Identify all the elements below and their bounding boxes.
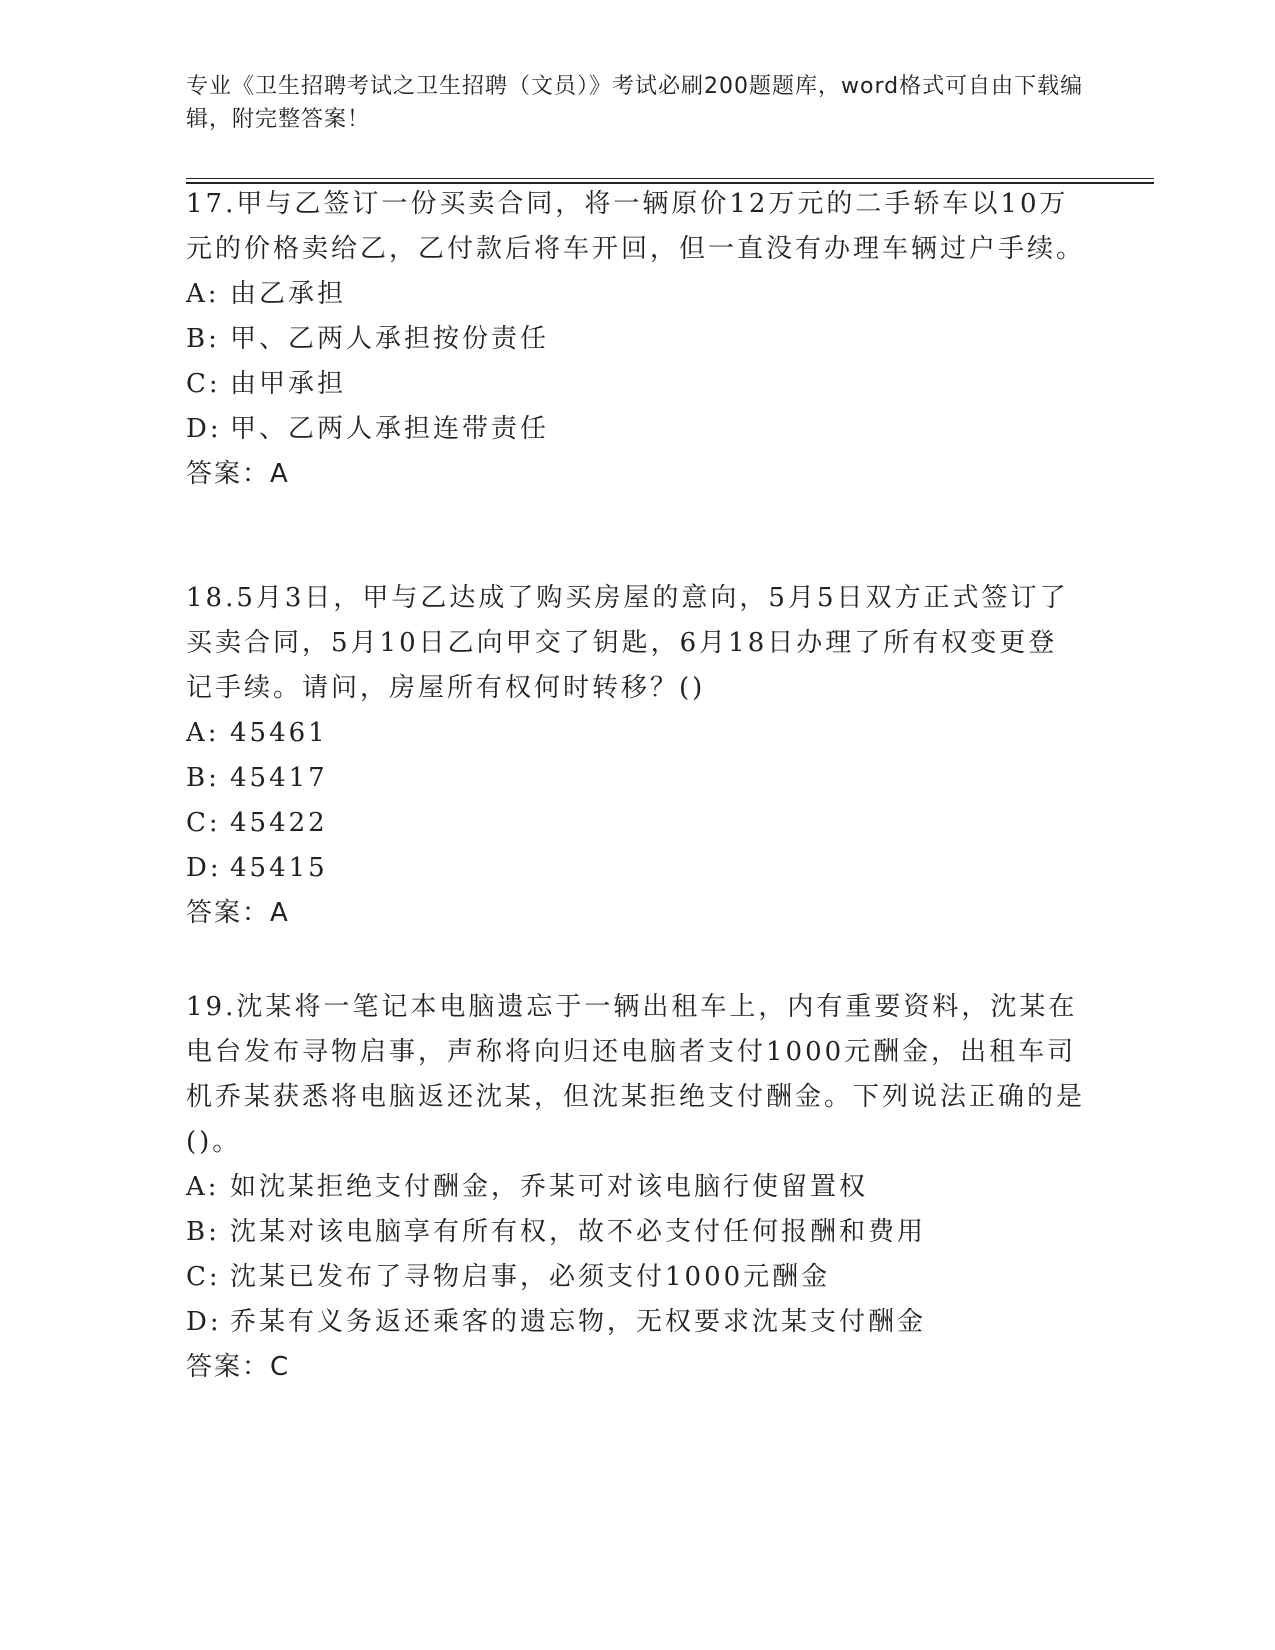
answer: 答案：A xyxy=(186,459,290,489)
option-label: B: xyxy=(186,1217,220,1247)
option-text: 45461 xyxy=(230,718,328,748)
option-label: A: xyxy=(186,718,220,748)
answer: 答案：C xyxy=(186,1352,291,1382)
option-text: 45422 xyxy=(230,808,328,838)
question-block xyxy=(186,576,1086,936)
option-label: B: xyxy=(186,324,220,354)
option-c xyxy=(186,1255,1086,1300)
option-c xyxy=(186,801,1086,846)
option-a xyxy=(186,711,1086,756)
question-block xyxy=(186,985,1086,1390)
option-text: 沈某对该电脑享有所有权，故不必支付任何报酬和费用 xyxy=(230,1217,927,1247)
option-text: 45415 xyxy=(230,853,328,883)
option-d xyxy=(186,846,1086,891)
option-label: A: xyxy=(186,279,220,309)
option-label: C: xyxy=(186,808,221,838)
option-text: 沈某已发布了寻物启事，必须支付1000元酬金 xyxy=(230,1262,831,1292)
option-text: 甲、乙两人承担连带责任 xyxy=(230,414,550,444)
option-label: D: xyxy=(186,414,222,444)
document-header: 专业《卫生招聘考试之卫生招聘（文员）》考试必刷200题题库，word格式可自由下载编辑，附完整答案！ xyxy=(186,74,1084,132)
option-text: 如沈某拒绝支付酬金，乔某可对该电脑行使留置权 xyxy=(230,1172,869,1202)
option-text: 45417 xyxy=(230,763,328,793)
option-text: 由乙承担 xyxy=(230,279,347,309)
option-b xyxy=(186,317,1086,362)
option-a xyxy=(186,1165,1086,1210)
option-label: D: xyxy=(186,853,222,883)
option-a xyxy=(186,272,1086,317)
option-label: C: xyxy=(186,1262,221,1292)
option-text: 乔某有义务返还乘客的遗忘物，无权要求沈某支付酬金 xyxy=(230,1307,927,1337)
answer: 答案：A xyxy=(186,898,290,928)
question-block xyxy=(186,182,1086,497)
option-d xyxy=(186,1300,1086,1345)
option-c xyxy=(186,362,1086,407)
option-label: B: xyxy=(186,763,220,793)
option-text: 由甲承担 xyxy=(230,369,347,399)
question-stem: 17.甲与乙签订一份买卖合同，将一辆原价12万元的二手轿车以10万元的价格卖给乙，乙付款后将车开回，但一直没有办理车辆过户手续。 xyxy=(186,189,1086,264)
option-b xyxy=(186,756,1086,801)
option-text: 甲、乙两人承担按份责任 xyxy=(230,324,550,354)
question-stem: 19.沈某将一笔记本电脑遗忘于一辆出租车上，内有重要资料，沈某在电台发布寻物启事，声称将向归还电脑者支付1000元酬金，出租车司机乔某获悉将电脑返还沈某，但沈某拒绝支付酬金。下列说法正确的是()。 xyxy=(186,992,1086,1157)
option-label: C: xyxy=(186,369,221,399)
option-b xyxy=(186,1210,1086,1255)
option-label: D: xyxy=(186,1307,222,1337)
option-d xyxy=(186,407,1086,452)
option-label: A: xyxy=(186,1172,220,1202)
question-stem: 18.5月3日，甲与乙达成了购买房屋的意向，5月5日双方正式签订了买卖合同，5月10日乙向甲交了钥匙，6月18日办理了所有权变更登记手续。请问，房屋所有权何时转移？() xyxy=(186,583,1069,703)
